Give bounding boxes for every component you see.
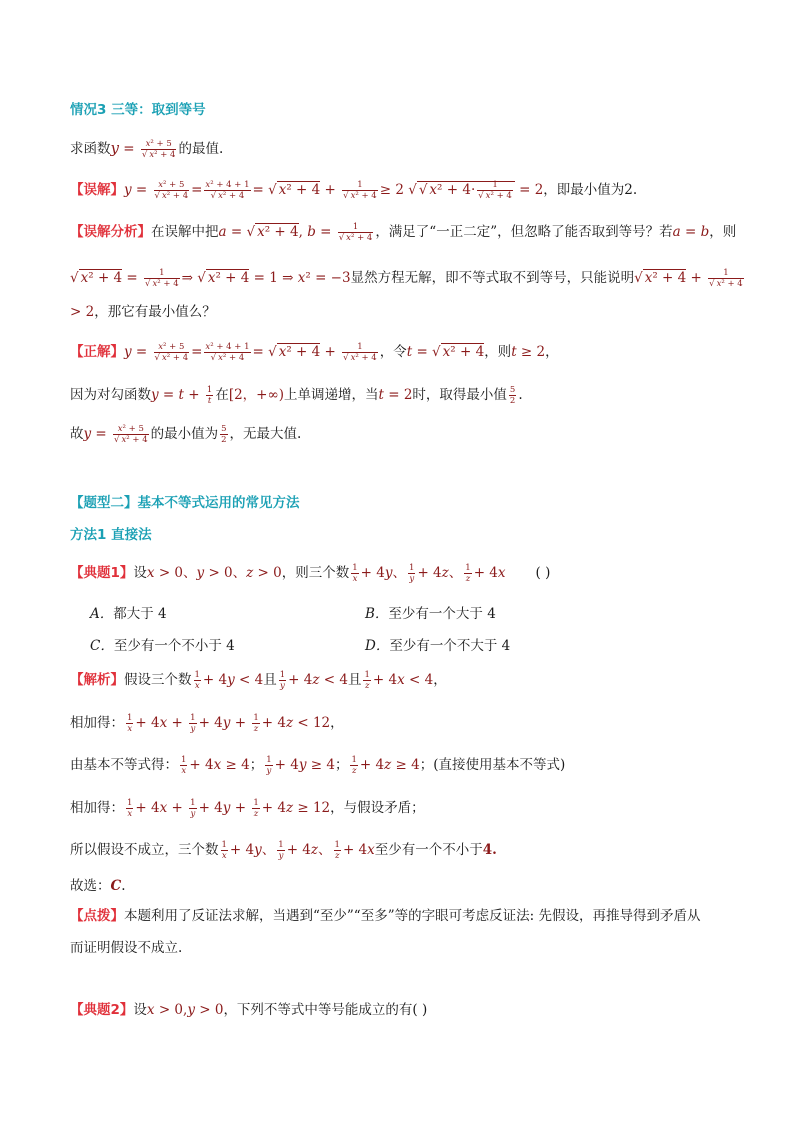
case3-heading: 情况3 三等：取到等号 (70, 102, 206, 118)
solution-line1: 【解析】假设三个数 $\frac{1}{x}$ + 4y < 4且 $\frac{1}{y}$ + 4z < 4且 $\frac{1}{z}$ + 4x < 4， (70, 670, 447, 691)
correct-solution-line3: 故y = $\frac{\text{x² + 5}}{\text{√ x² + 4}}$ 的最小值为 $\frac{5}{2}$ ，无最大值. (70, 424, 302, 445)
solution-line4: 相加得： $\frac{1}{x}$ + 4x + $\frac{1}{y}$ + 4y + $\frac{1}{z}$ + 4z ≥ 12，与假设矛盾； (70, 798, 425, 819)
case3-problem: 求函数y = $\frac{\text{x² + 5}}{\text{√ x² + 4}}$ 的最值. (70, 139, 224, 160)
example2-stem: 【典题2】设x > 0,y > 0，下列不等式中等号能成立的有( ) (70, 1002, 428, 1018)
solution-line3: 由基本不等式得： $\frac{1}{x}$ + 4x ≥ 4； $\frac{1}{y}$ + 4y ≥ 4； $\frac{1}{z}$ + 4z ≥ 4；(直接使用基本不等式) (70, 755, 566, 776)
option-b[interactable]: B．至少有一个大于 4 (365, 606, 496, 622)
correct-solution-line1: 【正解】y = $\frac{\text{x² + 5}}{\text{√ x² + 4}}$ = $\frac{\text{x² + 4 + 1}}{\text{√ x² + 4}}$ = √ x² + 4 + $\frac{1}{\text{√ x² + 4}}$ ，令t = √ x² + 4，则t ≥ 2， (70, 342, 559, 363)
type2-heading: 【题型二】基本不等式运用的常见方法 (70, 495, 300, 511)
option-a[interactable]: A．都大于 4 (90, 606, 167, 622)
solution-line2: 相加得： $\frac{1}{x}$ + 4x + $\frac{1}{y}$ + 4y + $\frac{1}{z}$ + 4z < 12， (70, 713, 344, 734)
option-d[interactable]: D．至少有一个不大于 4 (365, 638, 511, 654)
wrong-analysis-line2: √ x² + 4 = $\frac{1}{\text{√ x² + 4}}$ ⇒ √ x² + 4 = 1 ⇒ x² = −3显然方程无解，即不等式取不到等号，只能说明√ x² + 4 + $\frac{1}{\text{√ x² + 4}}$ (70, 268, 743, 289)
wrong-analysis-line1: 【误解分析】在误解中把a = √ x² + 4, b = $\frac{1}{\text{√ x² + 4}}$ ，满足了“一正二定”，但忽略了能否取到等号？若a = b，则 (70, 222, 737, 243)
example1-stem: 【典题1】设x > 0、y > 0、z > 0，则三个数 $\frac{1}{x}$ + 4y、 $\frac{1}{y}$ + 4z、 $\frac{1}{z}$ + 4x ( ) (70, 563, 551, 584)
solution-answer: 故选：C. (70, 878, 126, 894)
method1-heading: 方法1 直接法 (70, 527, 152, 543)
solution-line5: 所以假设不成立，三个数 $\frac{1}{x}$ + 4y、 $\frac{1}{y}$ + 4z、 $\frac{1}{z}$ + 4x至少有一个不小于4. (70, 840, 497, 861)
wrong-solution: 【误解】y = $\frac{\text{x² + 5}}{\text{√ x² + 4}}$ = $\frac{\text{x² + 4 + 1}}{\text{√ x² + 4}}$ = √ x² + 4 + $\frac{1}{\text{√ x² + 4}}$ ≥ 2 √ √ x² + 4· $\frac{1}{\text{√ x² + 4}}$ = 2，即最小值为2. (70, 180, 638, 201)
correct-solution-line2: 因为对勾函数y = t + $\frac{1}{t}$ 在[2，+∞)上单调递增，当t = 2时，取得最小值 $\frac{5}{2}$ . (70, 385, 523, 406)
tip-line1: 【点拨】本题利用了反证法求解，当遇到“至少”“至多”等的字眼可考虑反证法: 先假设，再推导得到矛盾从 (70, 908, 701, 924)
tip-line2: 而证明假设不成立. (70, 940, 183, 956)
wrong-analysis-line3: > 2，那它有最小值么？ (70, 304, 216, 320)
option-c[interactable]: C．至少有一个不小于 4 (90, 638, 235, 654)
